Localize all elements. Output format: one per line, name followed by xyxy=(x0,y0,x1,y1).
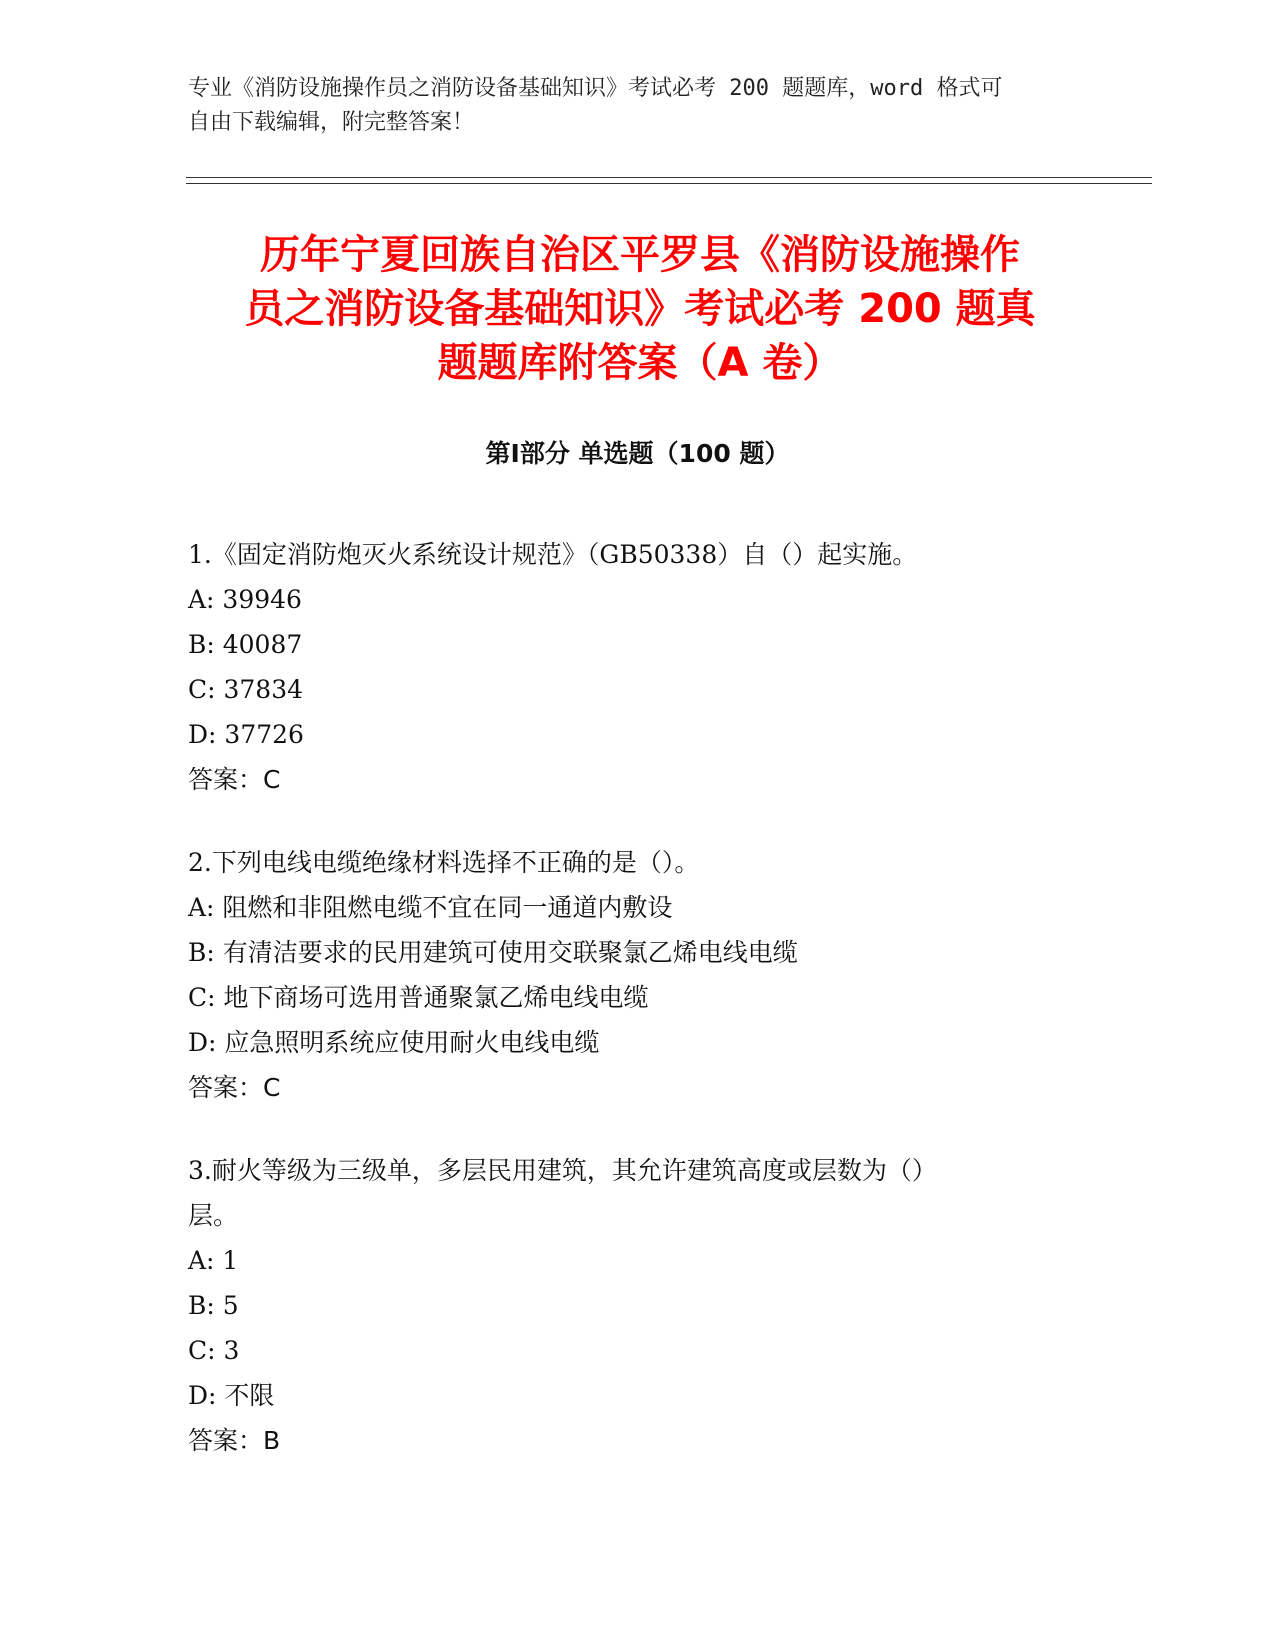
option-b: B: 40087 xyxy=(188,630,303,659)
title-line-1: 历年宁夏回族自治区平罗县《消防设施操作 xyxy=(260,232,1020,278)
question-stem: 3.耐火等级为三级单，多层民用建筑，其允许建筑高度或层数为（） xyxy=(188,1156,937,1185)
option-d: D: 应急照明系统应使用耐火电线电缆 xyxy=(188,1028,600,1057)
option-d: D: 不限 xyxy=(188,1381,275,1410)
header-note-line-1: 专业《消防设施操作员之消防设备基础知识》考试必考 200 题题库，word 格式可 xyxy=(188,76,1003,101)
question-stem-continuation: 层。 xyxy=(188,1201,239,1230)
option-b: B: 5 xyxy=(188,1291,239,1320)
option-c: C: 3 xyxy=(188,1336,240,1365)
question-item xyxy=(188,1148,1068,1463)
question-stem: 1.《固定消防炮灭火系统设计规范》（GB50338）自（）起实施。 xyxy=(188,540,918,569)
option-d: D: 37726 xyxy=(188,720,304,749)
header-note-line-2: 自由下载编辑，附完整答案！ xyxy=(188,110,475,135)
title-line-2: 员之消防设备基础知识》考试必考 200 题真 xyxy=(244,286,1036,332)
answer-line: 答案：C xyxy=(188,765,281,794)
question-list xyxy=(188,532,1068,1501)
answer-line: 答案：C xyxy=(188,1073,281,1102)
option-c: C: 37834 xyxy=(188,675,304,704)
option-a: A: 阻燃和非阻燃电缆不宜在同一通道内敷设 xyxy=(188,893,673,922)
option-c: C: 地下商场可选用普通聚氯乙烯电线电缆 xyxy=(188,983,649,1012)
option-a: A: 39946 xyxy=(188,585,302,614)
document-title xyxy=(190,228,1090,390)
title-line-3: 题题库附答案（A 卷） xyxy=(437,340,843,386)
section-title: 第Ⅰ部分 单选题（100 题） xyxy=(485,439,790,468)
document-header-note xyxy=(188,72,1068,140)
option-b: B: 有清洁要求的民用建筑可使用交联聚氯乙烯电线电缆 xyxy=(188,938,798,967)
header-divider-top xyxy=(186,177,1152,178)
question-item xyxy=(188,840,1068,1110)
option-a: A: 1 xyxy=(188,1246,239,1275)
header-divider-bottom xyxy=(186,183,1152,184)
question-item xyxy=(188,532,1068,802)
answer-line: 答案：B xyxy=(188,1426,281,1455)
question-stem: 2.下列电线电缆绝缘材料选择不正确的是（）。 xyxy=(188,848,700,877)
